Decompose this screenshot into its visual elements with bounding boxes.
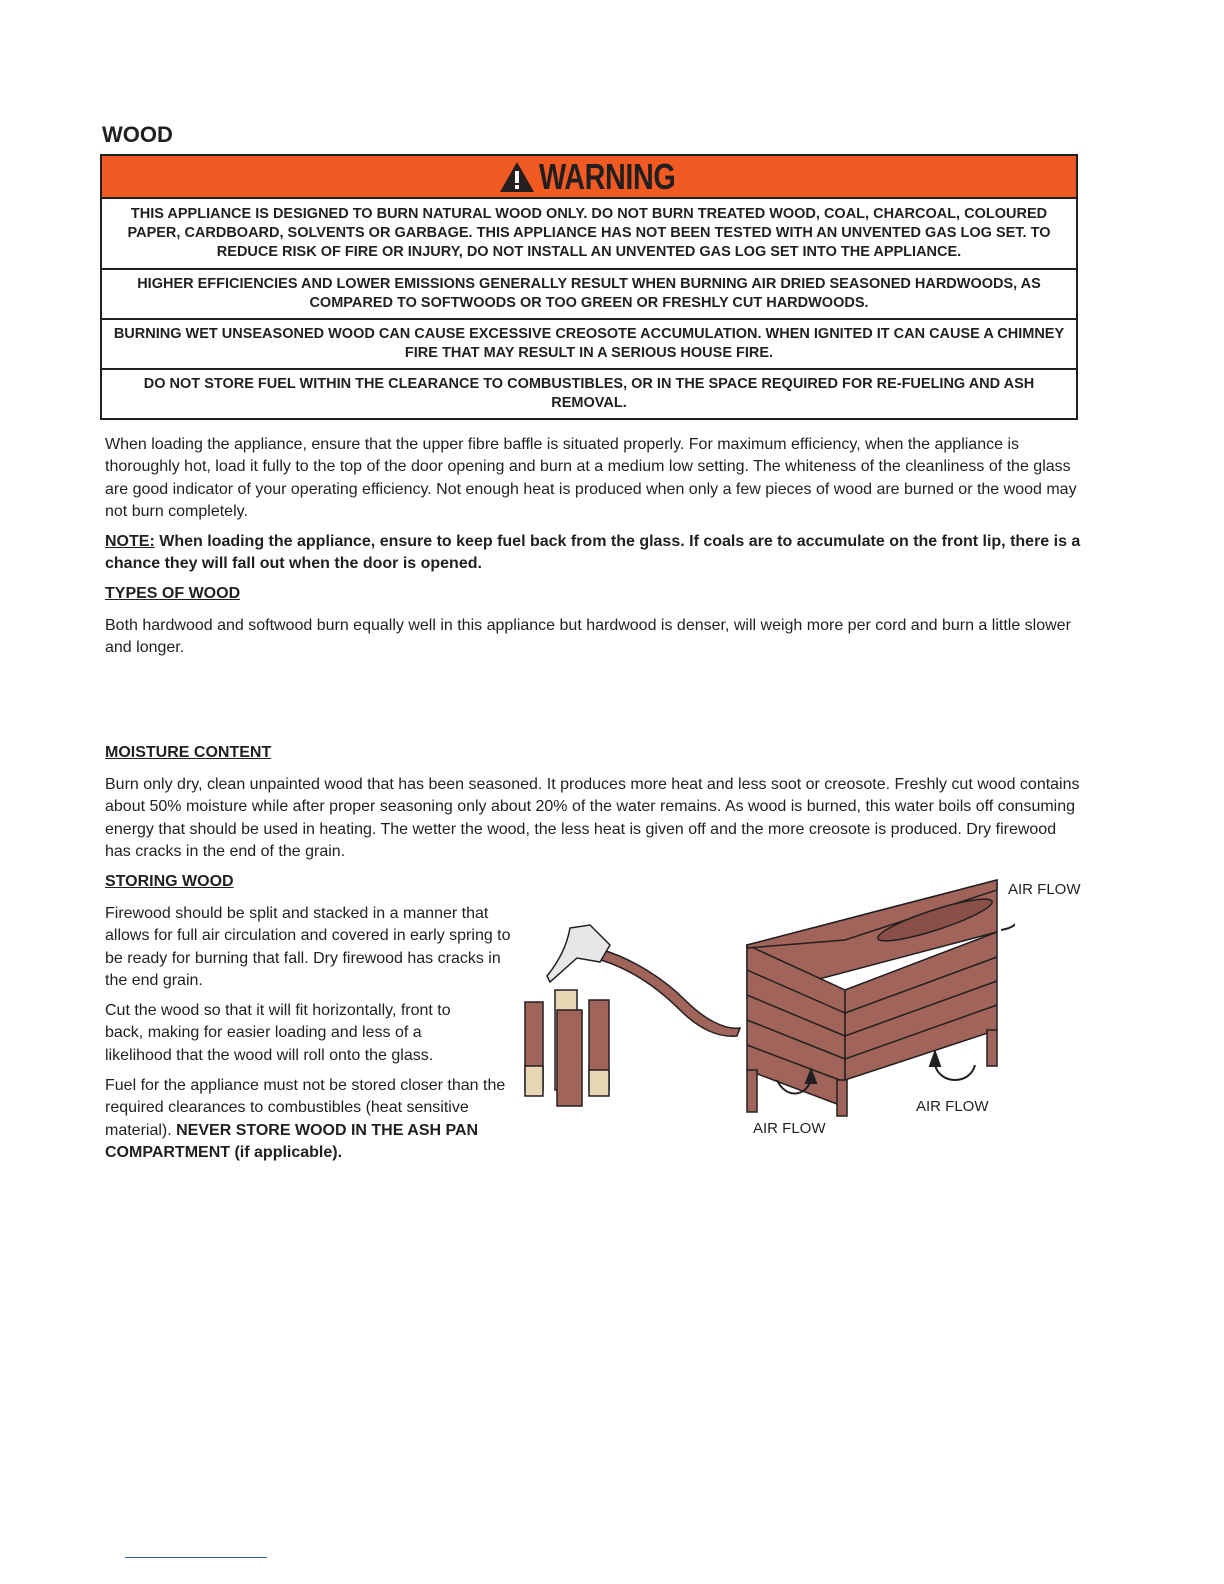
wood-storage-illustration <box>515 870 1015 1120</box>
warning-section-3: BURNING WET UNSEASONED WOOD CAN CAUSE EXCESSIVE CREOSOTE ACCUMULATION. WHEN IGNITED IT CAN CAUSE A CHIMNEY FIRE THAT MAY RESULT IN A SERIOUS HOUSE FIRE. <box>102 320 1076 370</box>
note-text: When loading the appliance, ensure to keep fuel back from the glass. If coals are to accumulate on the front lip, there is a chance they will fall out when the door is opened. <box>105 533 1081 573</box>
storing-wood-heading: STORING WOOD <box>105 873 234 890</box>
note-paragraph <box>105 531 1085 576</box>
moisture-content-heading: MOISTURE CONTENT <box>105 744 272 761</box>
storing-wood-p3 <box>105 1075 510 1164</box>
note-label: NOTE: <box>105 533 155 550</box>
warning-banner <box>102 156 1076 199</box>
warning-section-2: HIGHER EFFICIENCIES AND LOWER EMISSIONS GENERALLY RESULT WHEN BURNING AIR DRIED SEASONED HARDWOODS, AS COMPARED TO SOFTWOODS OR TOO GREEN OR FRESHLY CUT HARDWOODS. <box>102 270 1076 320</box>
types-of-wood-heading: TYPES OF WOOD <box>105 585 241 602</box>
air-flow-label-right: AIR FLOW <box>916 1098 989 1115</box>
warning-triangle-icon <box>499 161 535 193</box>
moisture-content-text: Burn only dry, clean unpainted wood that has been seasoned. It produces more heat and less soot or creosote. Freshly cut wood contains about 50% moisture while after proper seasoning only about 20% of the water remains. As wood is burned, this water boils off consuming energy that should be used in heating. The wetter the wood, the less heat is given off and the more creosote is produced. Dry firewood has cracks in the end of the grain. <box>105 776 1080 860</box>
types-of-wood-text: Both hardwood and softwood burn equally well in this appliance but hardwood is denser, will weigh more per cord and burn a little slower and longer. <box>105 617 1071 657</box>
split-logs-icon <box>525 990 609 1106</box>
air-flow-label-bottom: AIR FLOW <box>753 1120 826 1137</box>
air-flow-label-top: AIR FLOW <box>1008 881 1081 898</box>
storing-wood-p3-text: Fuel for the appliance must not be stored closer than the required clearances to combustibles (heat sensitive material). <box>105 1077 506 1139</box>
warning-box <box>100 154 1078 420</box>
storing-wood-p3-bold: NEVER STORE WOOD IN THE ASH PAN COMPARTMENT (if applicable). <box>105 1121 479 1161</box>
section-title: WOOD <box>102 122 173 147</box>
warning-section-4: DO NOT STORE FUEL WITHIN THE CLEARANCE TO COMBUSTIBLES, OR IN THE SPACE REQUIRED FOR RE-FUELING AND ASH REMOVAL. <box>143 376 1035 411</box>
storing-wood-p2: Cut the wood so that it will fit horizontally, front to back, making for easier loading and less of a likelihood that the wood will roll onto the glass. <box>105 1002 451 1064</box>
storing-wood-p1: Firewood should be split and stacked in a manner that allows for full air circulation and covered in early spring to be ready for burning that fall. Dry firewood has cracks in the end grain. <box>105 905 511 989</box>
warning-label: WARNING <box>538 155 676 197</box>
warning-section-1: THIS APPLIANCE IS DESIGNED TO BURN NATURAL WOOD ONLY. DO NOT BURN TREATED WOOD, COAL, CHARCOAL, COLOURED PAPER, CARDBOARD, SOLVENTS OR GARBAGE. THIS APPLIANCE HAS NOT BEEN TESTED WITH AN UNVENTED GAS LOG SET. TO REDUCE RISK OF FIRE OR INJURY, DO NOT INSTALL AN UNVENTED GAS LOG SET INTO THE APPLIANCE. <box>102 199 1076 270</box>
loading-paragraph: When loading the appliance, ensure that the upper fibre baffle is situated properly. For maximum efficiency, when the appliance is thoroughly hot, load it fully to the top of the door opening and burn at a medium low setting. The whiteness of the cleanliness of the glass are good indicator of your operating efficiency. Not enough heat is produced when only a few pieces of wood are burned or the wood may not burn completely. <box>105 436 1077 520</box>
footer-divider <box>125 1557 267 1558</box>
wood-shed-icon <box>747 880 997 1116</box>
